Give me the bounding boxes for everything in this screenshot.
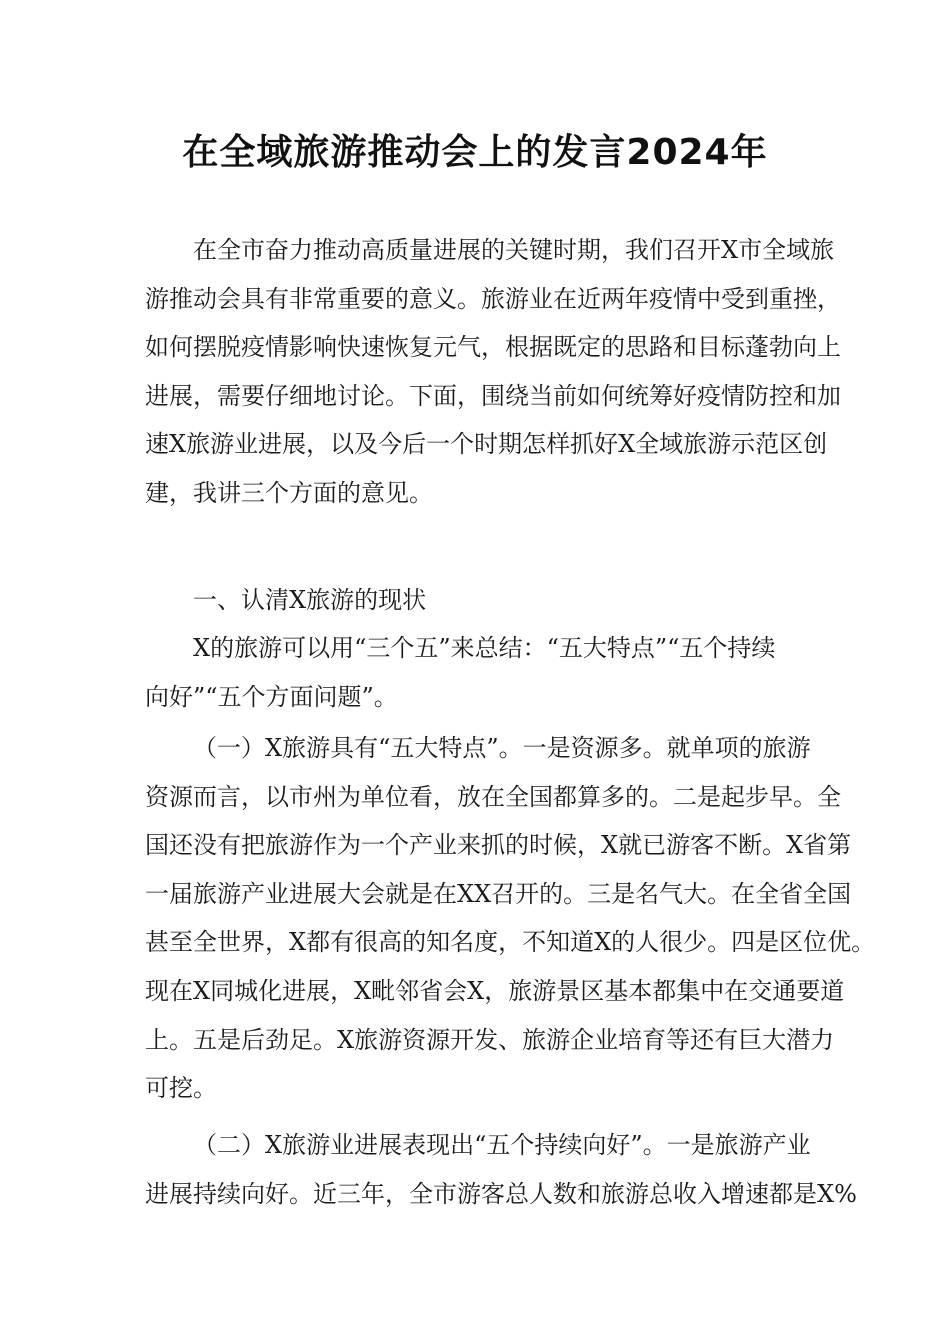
part2-paragraph [145, 1121, 857, 1218]
intro-line: 速X旅游业进展，以及今后一个时期怎样抓好X全域旅游示范区创 [145, 430, 828, 459]
part1-line: 一届旅游产业进展大会就是在XX召开的。三是名气大。在全省全国 [145, 879, 852, 908]
part1-line: 资源而言，以市州为单位看，放在全国都算多的。二是起步早。全 [145, 782, 841, 811]
summary-paragraph [145, 624, 825, 721]
part2-line: 进展持续向好。近三年，全市游客总人数和旅游总收入增速都是X% [145, 1179, 857, 1208]
section1-heading: 一、认清X旅游的现状 [193, 586, 427, 614]
part1-line: （一）X旅游具有“五大特点”。一是资源多。就单项的旅游 [193, 734, 811, 762]
intro-line: 建，我讲三个方面的意见。 [145, 478, 433, 507]
summary-line: X的旅游可以用“三个五”来总结：“五大特点”“五个持续 [193, 634, 776, 662]
section-heading [145, 576, 825, 625]
part1-line: 国还没有把旅游作为一个产业来抓的时候，X就已游客不断。X省第 [145, 831, 852, 860]
part1-line: 上。五是后劲足。X旅游资源开发、旅游企业培育等还有巨大潜力 [145, 1025, 835, 1054]
intro-line: 进展，需要仔细地讨论。下面，围绕当前如何统筹好疫情防控和加 [145, 381, 841, 410]
part1-line: 现在X同城化进展，X毗邻省会X，旅游景区基本都集中在交通要道 [145, 976, 845, 1005]
summary-line: 向好”“五个方面问题”。 [145, 682, 398, 711]
part1-line: 可挖。 [145, 1074, 217, 1103]
part1-line: 甚至全世界，X都有很高的知名度，不知道X的人很少。四是区位优。 [145, 928, 876, 957]
intro-paragraph [145, 226, 841, 518]
part2-line: （二）X旅游业进展表现出“五个持续向好”。一是旅游产业 [193, 1131, 811, 1159]
part1-paragraph [145, 724, 876, 1113]
intro-line: 如何摆脱疫情影响快速恢复元气，根据既定的思路和目标蓬勃向上 [145, 333, 841, 362]
intro-line: 游推动会具有非常重要的意义。旅游业在近两年疫情中受到重挫， [145, 284, 841, 313]
intro-line: 在全市奋力推动高质量进展的关键时期，我们召开X市全域旅 [193, 236, 835, 264]
document-title: 在全域旅游推动会上的发言2024年 [182, 132, 768, 173]
